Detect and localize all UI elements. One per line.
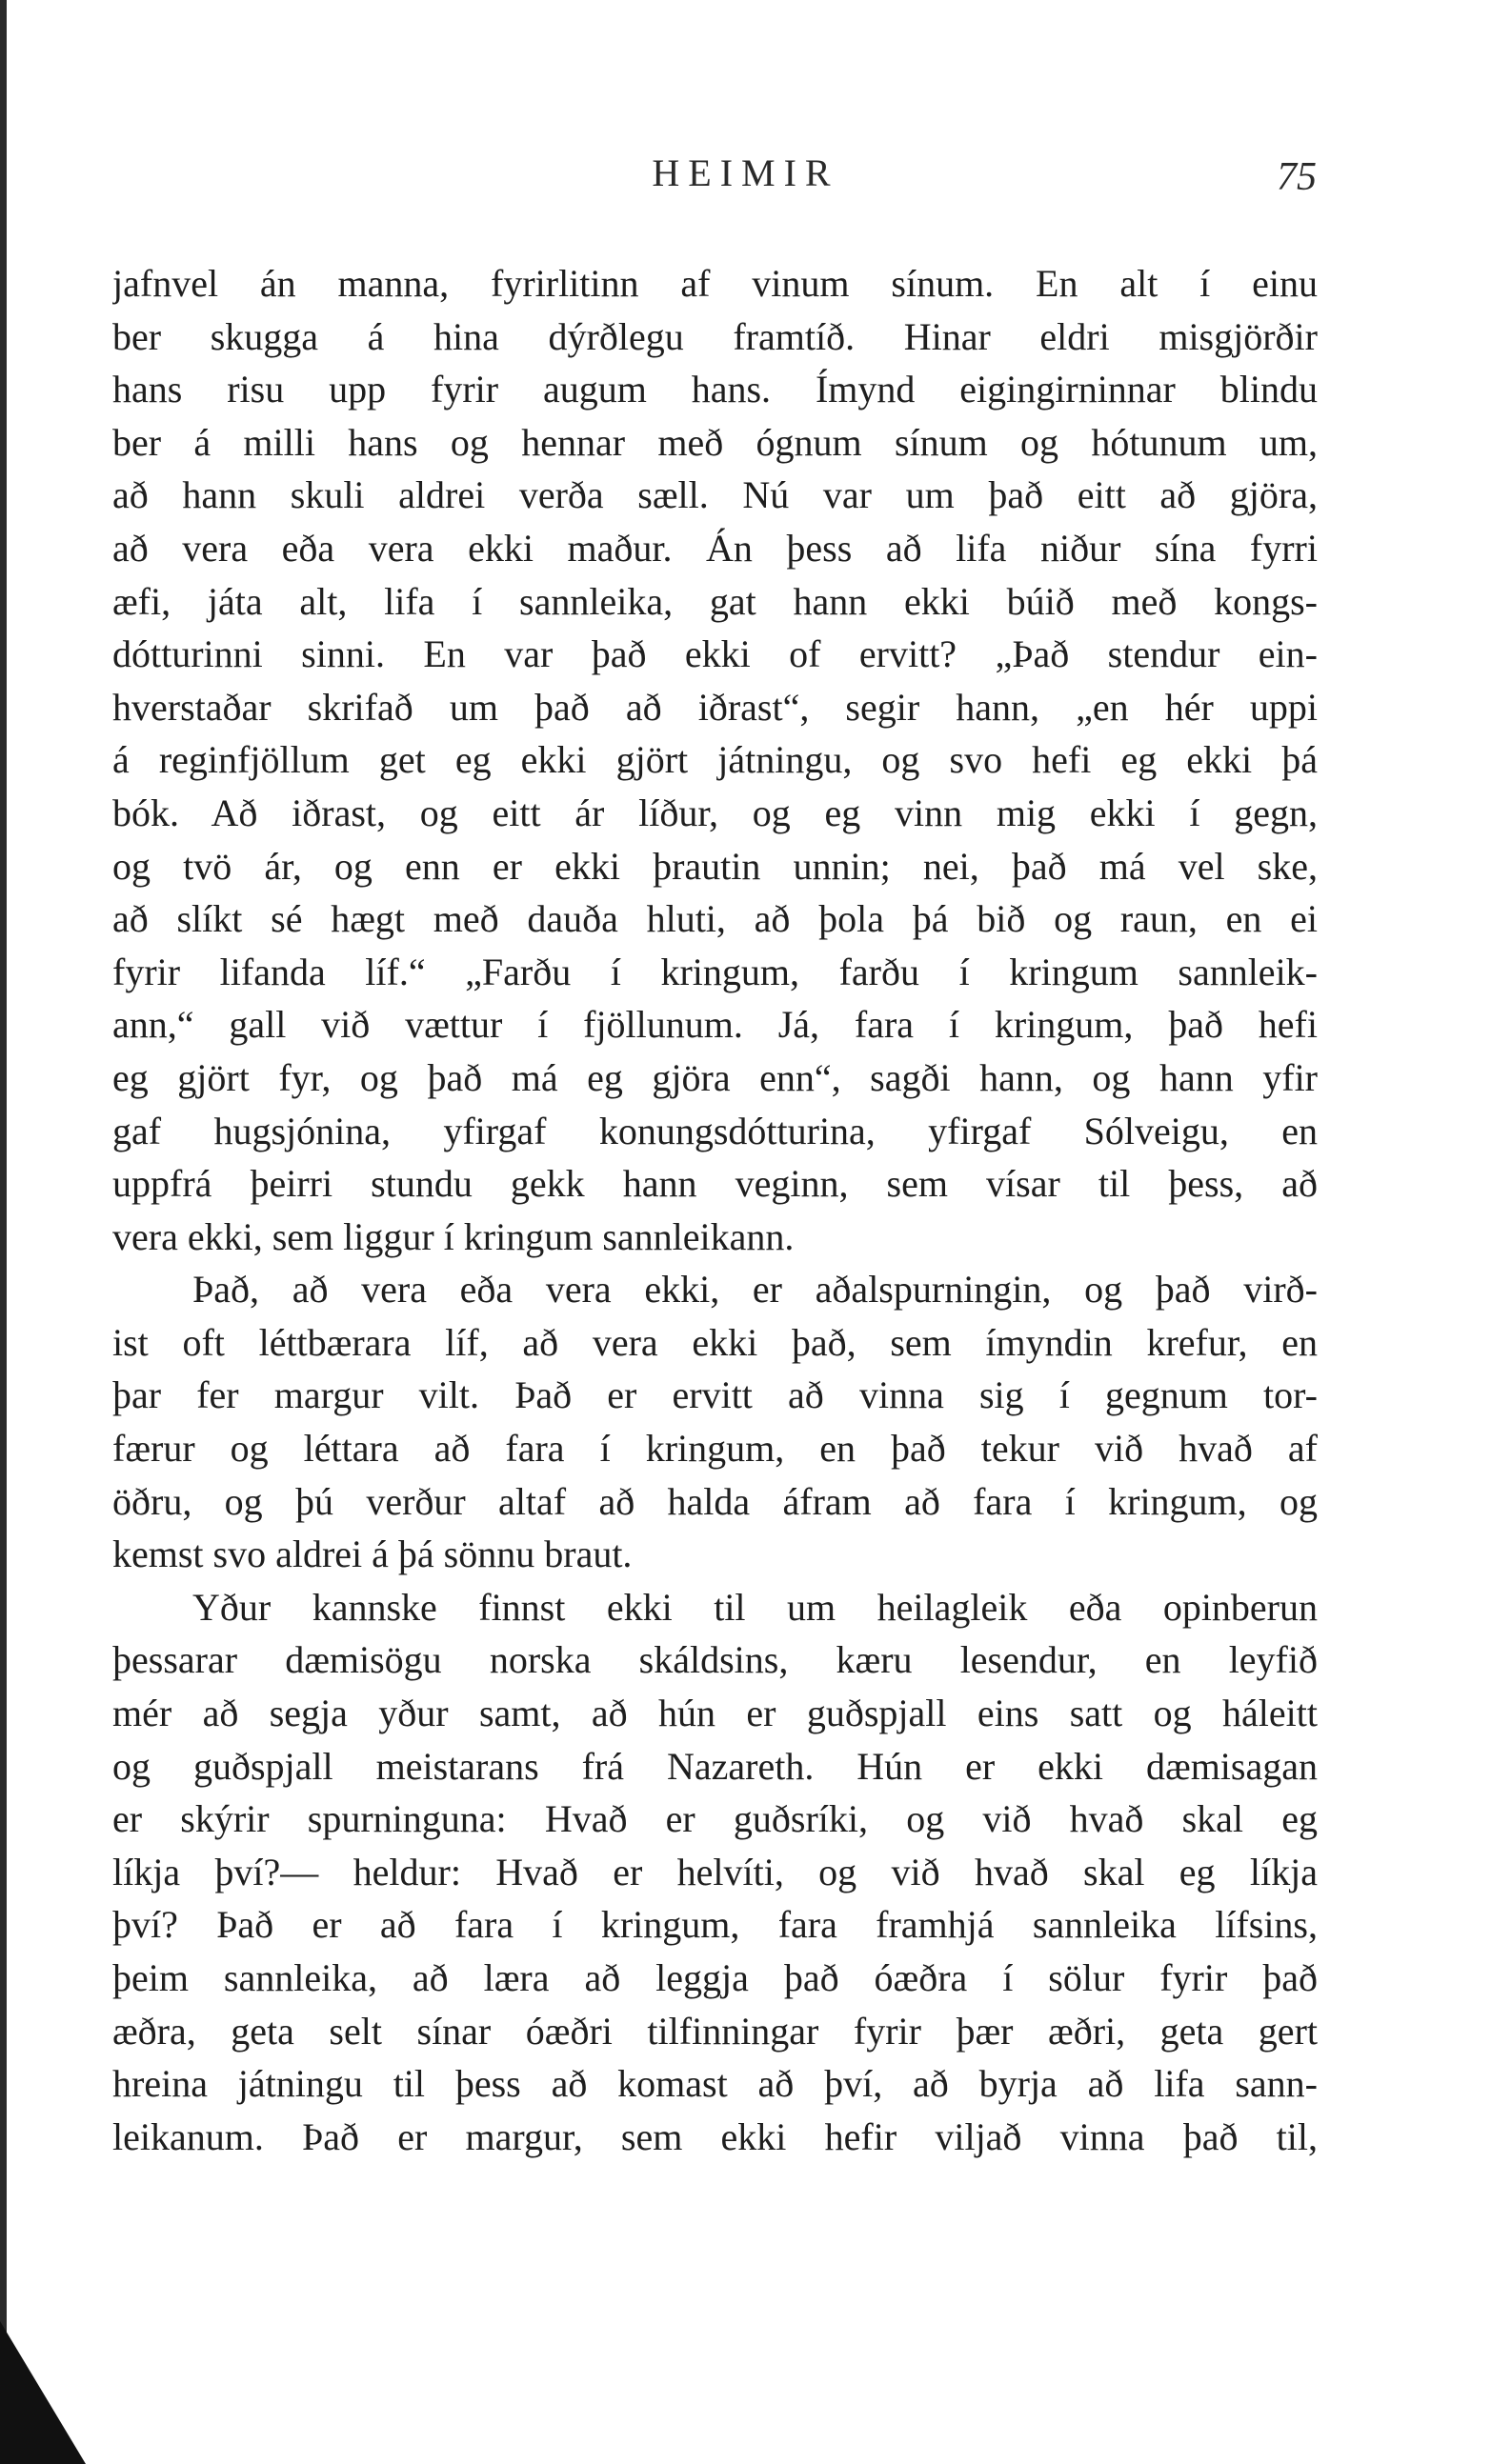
text-line: æðra, geta selt sínar óæðri tilfinningar fyrir þær æðri, geta gert (112, 2009, 1318, 2053)
text-line: að slíkt sé hægt með dauða hluti, að þola þá bið og raun, en ei (112, 897, 1318, 941)
text-line: eg gjört fyr, og það má eg gjöra enn“, sagði hann, og hann yfir (112, 1055, 1318, 1099)
text-line: jafnvel án manna, fyrirlitinn af vinum sínum. En alt í einu (112, 262, 1318, 305)
text-line: líkja því?— heldur: Hvað er helvíti, og við hvað skal eg líkja (112, 1850, 1318, 1893)
paragraph-first-line: Það, að vera eða vera ekki, er aðalspurningin, og það virð- (192, 1268, 1318, 1312)
text-line: kemst svo aldrei á þá sönnu braut. (112, 1532, 633, 1576)
text-line: leikanum. Það er margur, sem ekki hefir viljað vinna það til, (112, 2114, 1318, 2158)
text-line: er skýrir spurninguna: Hvað er guðsríki, og við hvað skal eg (112, 1797, 1318, 1841)
page-number: 75 (1277, 155, 1317, 199)
page-binding-edge (0, 0, 7, 2464)
text-line: þessarar dæmisögu norska skáldsins, kæru lesendur, en leyfið (112, 1638, 1318, 1682)
text-line: öðru, og þú verður altaf að halda áfram að fara í kringum, og (112, 1479, 1318, 1523)
text-line: að vera eða vera ekki maður. Án þess að lifa niður sína fyrri (112, 526, 1318, 570)
text-line: æfi, játa alt, lifa í sannleika, gat hann ekki búið með kongs- (112, 579, 1318, 623)
text-line: mér að segja yður samt, að hún er guðspjall eins satt og háleitt (112, 1692, 1318, 1735)
text-line: þeim sannleika, að læra að leggja það óæðra í sölur fyrir það (112, 1956, 1318, 1999)
text-line: fyrir lifanda líf.“ „Farðu í kringum, farðu í kringum sannleik- (112, 950, 1318, 993)
text-line: að hann skuli aldrei verða sæll. Nú var um það eitt að gjöra, (112, 473, 1318, 517)
text-line: hverstaðar skrifað um það að iðrast“, segir hann, „en hér uppi (112, 685, 1318, 729)
text-line: á reginfjöllum get eg ekki gjört játningu, og svo hefi eg ekki þá (112, 738, 1318, 782)
text-line: hreina játningu til þess að komast að því, að byrja að lifa sann- (112, 2062, 1318, 2106)
text-line: dótturinni sinni. En var það ekki of ervitt? „Það stendur ein- (112, 632, 1318, 676)
text-line: bók. Að iðrast, og eitt ár líður, og eg vinn mig ekki í gegn, (112, 791, 1318, 834)
text-line: ber á milli hans og hennar með ógnum sínum og hótunum um, (112, 420, 1318, 464)
running-head: HEIMIR (652, 151, 839, 194)
text-line: gaf hugsjónina, yfirgaf konungsdótturina, yfirgaf Sólveigu, en (112, 1109, 1318, 1152)
text-line: hans risu upp fyrir augum hans. Ímynd eigingirninnar blindu (112, 368, 1318, 411)
text-line: uppfrá þeirri stundu gekk hann veginn, sem vísar til þess, að (112, 1162, 1318, 1206)
scan-corner-shadow (0, 2321, 86, 2464)
text-line: ber skugga á hina dýrðlegu framtíð. Hinar eldri misgjörðir (112, 314, 1318, 358)
text-line: þar fer margur vilt. Það er ervitt að vinna sig í gegnum tor- (112, 1373, 1318, 1417)
text-line: vera ekki, sem liggur í kringum sannleikann. (112, 1214, 795, 1258)
text-line: og guðspjall meistarans frá Nazareth. Hún er ekki dæmisagan (112, 1744, 1318, 1788)
body-text (112, 257, 1318, 2163)
text-line: og tvö ár, og enn er ekki þrautin unnin; nei, það má vel ske, (112, 844, 1318, 888)
text-line: ist oft léttbærara líf, að vera ekki það, sem ímyndin krefur, en (112, 1320, 1318, 1364)
text-line: ann,“ gall við vættur í fjöllunum. Já, fara í kringum, það hefi (112, 1003, 1318, 1047)
text-line: því? Það er að fara í kringum, fara framhjá sannleika lífsins, (112, 1903, 1318, 1947)
text-line: færur og léttara að fara í kringum, en það tekur við hvað af (112, 1427, 1318, 1471)
paragraph-first-line: Yður kannske finnst ekki til um heilagleik eða opinberun (192, 1585, 1318, 1629)
